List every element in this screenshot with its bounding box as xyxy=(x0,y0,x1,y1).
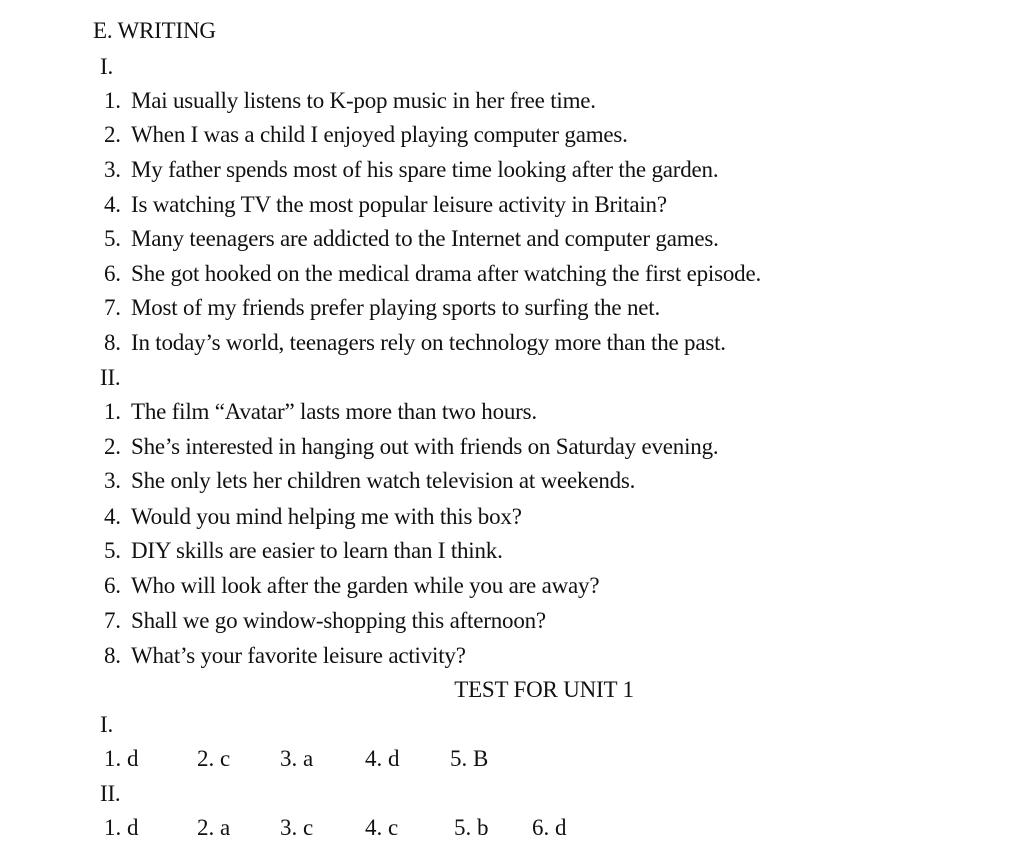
item-number: 5. xyxy=(104,538,121,563)
writing-1-item-3 xyxy=(104,156,718,184)
section-heading-writing: E. WRITING xyxy=(93,18,216,43)
item-text: Would you mind helping me with this box? xyxy=(131,504,522,529)
item-number: 6. xyxy=(104,573,121,598)
writing-1-item-8 xyxy=(104,329,726,357)
writing-2-item-1 xyxy=(104,398,537,426)
item-text: Mai usually listens to K-pop music in her free time. xyxy=(131,88,596,113)
writing-1-item-1 xyxy=(104,87,596,115)
answer-item: 3. a xyxy=(280,746,314,771)
item-number: 2. xyxy=(104,434,121,459)
writing-part-1-label: I. xyxy=(100,54,114,79)
item-text: When I was a child I enjoyed playing computer games. xyxy=(131,122,628,147)
writing-1-item-2 xyxy=(104,121,628,149)
item-number: 8. xyxy=(104,330,121,355)
item-number: 4. xyxy=(104,192,121,217)
writing-1-item-6 xyxy=(104,260,761,288)
writing-2-item-4 xyxy=(104,503,522,531)
item-number: 7. xyxy=(104,608,121,633)
answer-item: 4. c xyxy=(365,815,399,840)
item-number: 1. xyxy=(104,399,121,424)
answer-item: 5. B xyxy=(450,746,489,771)
writing-2-item-2 xyxy=(104,433,718,461)
item-text: In today’s world, teenagers rely on technology more than the past. xyxy=(131,330,726,355)
writing-1-item-4 xyxy=(104,191,667,219)
test-part-2-label: II. xyxy=(100,781,121,806)
item-text: Many teenagers are addicted to the Internet and computer games. xyxy=(131,226,719,251)
writing-2-item-8 xyxy=(104,642,466,670)
item-text: She got hooked on the medical drama after watching the first episode. xyxy=(131,261,761,286)
writing-1-item-5 xyxy=(104,225,719,253)
answer-item: 4. d xyxy=(365,746,400,771)
writing-1-item-7 xyxy=(104,294,660,322)
item-number: 7. xyxy=(104,295,121,320)
item-text: DIY skills are easier to learn than I think. xyxy=(131,538,503,563)
answer-item: 3. c xyxy=(280,815,314,840)
writing-2-item-6 xyxy=(104,572,599,600)
answer-item: 2. a xyxy=(197,815,231,840)
item-text: Most of my friends prefer playing sports to surfing the net. xyxy=(131,295,661,320)
item-number: 3. xyxy=(104,468,121,493)
item-number: 5. xyxy=(104,226,121,251)
item-number: 6. xyxy=(104,261,121,286)
item-number: 2. xyxy=(104,122,121,147)
item-text: Who will look after the garden while you are away? xyxy=(131,573,600,598)
answer-item: 1. d xyxy=(104,746,139,771)
item-number: 3. xyxy=(104,157,121,182)
test-title: TEST FOR UNIT 1 xyxy=(454,677,634,702)
item-number: 1. xyxy=(104,88,121,113)
test-part-1-label: I. xyxy=(100,712,114,737)
item-text: Is watching TV the most popular leisure activity in Britain? xyxy=(131,192,667,217)
answer-item: 1. d xyxy=(104,815,139,840)
writing-2-item-3 xyxy=(104,467,635,495)
writing-2-item-5 xyxy=(104,537,503,565)
item-text: The film “Avatar” lasts more than two hours. xyxy=(131,399,537,424)
item-text: Shall we go window-shopping this afternoon? xyxy=(131,608,546,633)
item-number: 4. xyxy=(104,504,121,529)
answer-item: 5. b xyxy=(454,815,489,840)
item-number: 8. xyxy=(104,643,121,668)
answer-item: 2. c xyxy=(197,746,231,771)
answer-item: 6. d xyxy=(532,815,567,840)
item-text: What’s your favorite leisure activity? xyxy=(131,643,466,668)
item-text: She’s interested in hanging out with friends on Saturday evening. xyxy=(131,434,719,459)
item-text: She only lets her children watch television at weekends. xyxy=(131,468,636,493)
item-text: My father spends most of his spare time looking after the garden. xyxy=(131,157,719,182)
writing-part-2-label: II. xyxy=(100,365,121,390)
writing-2-item-7 xyxy=(104,607,546,635)
